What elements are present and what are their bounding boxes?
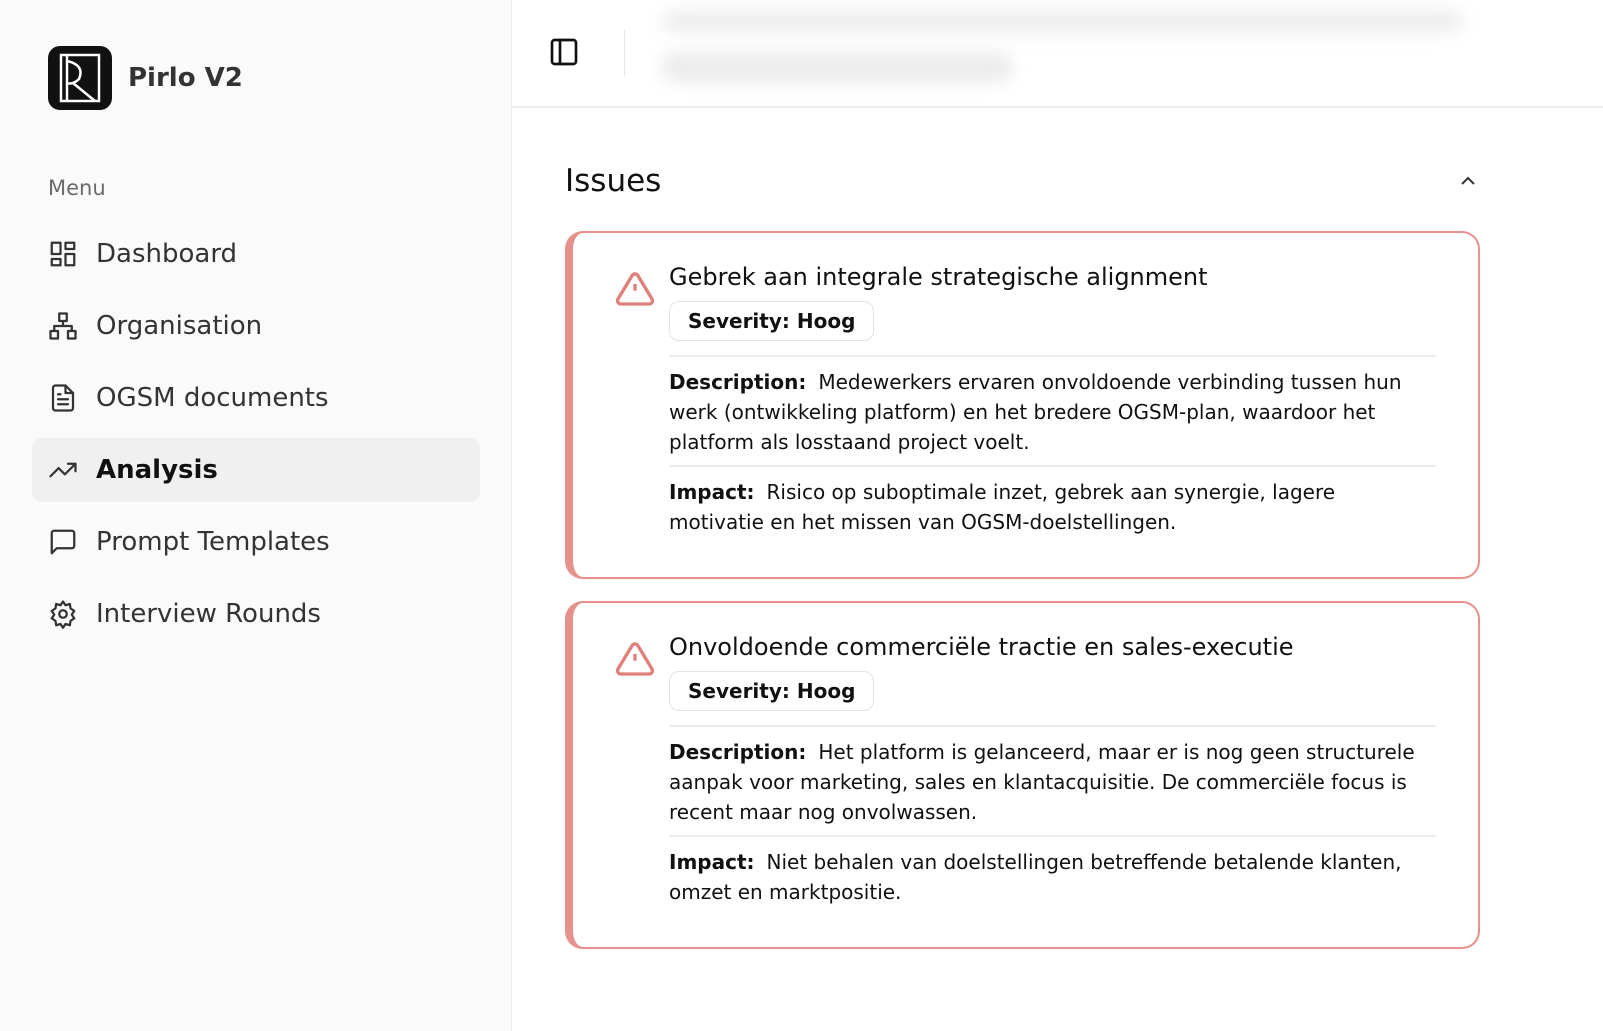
description-label: Description: (669, 370, 807, 394)
blurred-header-content (662, 52, 1012, 82)
menu-label: Menu (48, 176, 106, 200)
chevron-up-icon[interactable] (1456, 169, 1480, 193)
issue-title: Gebrek aan integrale strategische alignment (669, 263, 1208, 291)
section-title: Issues (565, 163, 662, 199)
issue-title: Onvoldoende commerciële tractie en sales-executie (669, 633, 1294, 661)
issue-card (565, 231, 1480, 579)
severity-badge: Severity: Hoog (669, 301, 874, 341)
sidebar-item-label: Prompt Templates (96, 527, 330, 557)
org-chart-icon (48, 311, 78, 341)
severity-badge: Severity: Hoog (669, 671, 874, 711)
issue-impact: Niet behalen van doelstellingen betreffende betalende klanten, omzet en marktpositie. (669, 850, 1402, 904)
top-bar (512, 0, 1603, 108)
issue-card (565, 601, 1480, 949)
logo-icon (48, 46, 112, 110)
trending-up-icon (48, 455, 78, 485)
issue-description: Het platform is gelanceerd, maar er is nog geen structurele aanpak voor marketing, sales en klantacquisitie. De commerciële focus is recent maar nog onvolwassen. (669, 740, 1415, 824)
sidebar-item-organisation[interactable] (32, 294, 480, 358)
sidebar-item-interview-rounds[interactable] (32, 582, 480, 646)
sidebar-item-label: Dashboard (96, 239, 238, 269)
impact-label: Impact: (669, 480, 755, 504)
sidebar-item-label: Interview Rounds (96, 599, 321, 629)
divider (624, 30, 625, 76)
description-label: Description: (669, 740, 807, 764)
issues-section (565, 155, 1480, 949)
warning-icon (615, 639, 655, 679)
issue-impact: Risico op suboptimale inzet, gebrek aan synergie, lagere motivatie en het missen van OGSM-doelstellingen. (669, 480, 1336, 534)
sidebar-item-prompt-templates[interactable] (32, 510, 480, 574)
sidebar-item-dashboard[interactable] (32, 222, 480, 286)
sidebar-item-label: Analysis (96, 455, 218, 485)
warning-icon (615, 269, 655, 309)
sidebar-toggle-icon[interactable] (548, 36, 580, 68)
document-icon (48, 383, 78, 413)
dashboard-icon (48, 239, 78, 269)
sidebar-item-ogsm-documents[interactable] (32, 366, 480, 430)
blurred-header-content (662, 10, 1462, 32)
sidebar-item-analysis[interactable] (32, 438, 480, 502)
nav-menu (32, 222, 480, 654)
brand[interactable] (48, 46, 243, 110)
sidebar-item-label: Organisation (96, 311, 263, 341)
gear-icon (48, 599, 78, 629)
issue-description: Medewerkers ervaren onvoldoende verbinding tussen hun werk (ontwikkeling platform) en het bredere OGSM-plan, waardoor het platform als losstaand project voelt. (669, 370, 1402, 454)
sidebar-item-label: OGSM documents (96, 383, 329, 413)
message-square-icon (48, 527, 78, 557)
impact-label: Impact: (669, 850, 755, 874)
app-name: Pirlo V2 (128, 63, 243, 93)
sidebar (0, 0, 512, 1031)
